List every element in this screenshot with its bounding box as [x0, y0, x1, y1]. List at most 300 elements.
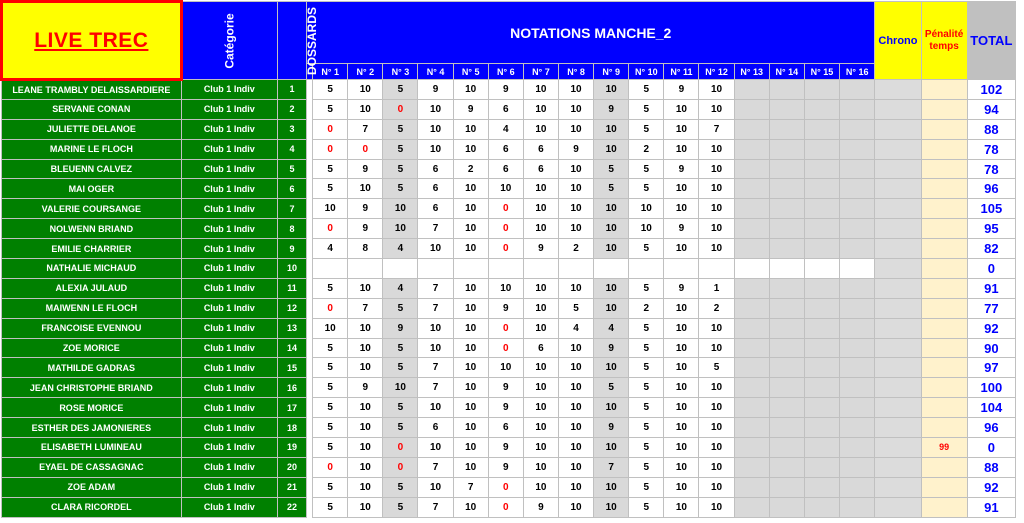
- score-cell: 9: [664, 159, 699, 179]
- score-cell: 9: [383, 318, 418, 338]
- chrono-cell: [875, 477, 921, 497]
- score-cell: [348, 259, 383, 279]
- score-cell: [769, 139, 804, 159]
- score-cell: [734, 139, 769, 159]
- chrono-cell: [875, 438, 921, 458]
- score-cell: 5: [383, 418, 418, 438]
- rider-dossard: 22: [278, 497, 307, 517]
- dossards-label: DOSSARDS: [305, 6, 320, 75]
- score-cell: 10: [664, 99, 699, 119]
- score-cell: 10: [348, 457, 383, 477]
- score-cell: 7: [418, 219, 453, 239]
- score-cell: [769, 219, 804, 239]
- rider-name: NATHALIE MICHAUD: [2, 259, 182, 279]
- score-cell: 10: [664, 119, 699, 139]
- chrono-cell: [875, 139, 921, 159]
- score-cell: 10: [699, 418, 734, 438]
- total-cell: 100: [967, 378, 1015, 398]
- table-row: [2, 318, 1016, 338]
- table-row: [2, 477, 1016, 497]
- score-cell: 10: [594, 298, 629, 318]
- score-cell: 10: [348, 318, 383, 338]
- score-cell: 7: [418, 457, 453, 477]
- score-cell: 10: [523, 278, 558, 298]
- score-cell: [769, 438, 804, 458]
- score-cell: 10: [594, 398, 629, 418]
- score-cell: 7: [418, 378, 453, 398]
- rider-name: VALERIE COURSANGE: [2, 199, 182, 219]
- score-cell: [734, 298, 769, 318]
- total-cell: 88: [967, 457, 1015, 477]
- total-cell: 95: [967, 219, 1015, 239]
- total-cell: 0: [967, 438, 1015, 458]
- score-cell: 0: [313, 219, 348, 239]
- score-cell: [804, 318, 839, 338]
- total-cell: 0: [967, 259, 1015, 279]
- score-cell: 10: [453, 378, 488, 398]
- rider-category: Club 1 Indiv: [181, 338, 277, 358]
- score-cell: 0: [313, 457, 348, 477]
- score-cell: [804, 338, 839, 358]
- score-cell: 6: [488, 139, 523, 159]
- rider-name: FRANCOISE EVENNOU: [2, 318, 182, 338]
- rider-category: Club 1 Indiv: [181, 278, 277, 298]
- score-cell: 9: [488, 398, 523, 418]
- score-cell: [804, 199, 839, 219]
- score-cell: 10: [594, 80, 629, 100]
- rider-category: Club 1 Indiv: [181, 418, 277, 438]
- score-cell: [313, 259, 348, 279]
- chrono-cell: [875, 259, 921, 279]
- score-cell: 5: [629, 418, 664, 438]
- score-cell: 10: [558, 199, 593, 219]
- score-cell: 10: [418, 398, 453, 418]
- score-cell: 10: [313, 199, 348, 219]
- score-cell: 4: [558, 318, 593, 338]
- score-cell: 9: [488, 378, 523, 398]
- table-row: [2, 159, 1016, 179]
- score-cell: 10: [558, 99, 593, 119]
- rider-category: Club 1 Indiv: [181, 139, 277, 159]
- score-cell: 10: [523, 318, 558, 338]
- penalite-cell: [921, 497, 967, 517]
- score-cell: [804, 259, 839, 279]
- chrono-cell: [875, 338, 921, 358]
- column-header-2: N° 2: [348, 64, 383, 80]
- score-cell: 6: [418, 159, 453, 179]
- rider-name: MARINE LE FLOCH: [2, 139, 182, 159]
- score-cell: [839, 438, 874, 458]
- score-cell: [734, 398, 769, 418]
- score-cell: [804, 99, 839, 119]
- rider-category: Club 1 Indiv: [181, 179, 277, 199]
- score-cell: 10: [594, 139, 629, 159]
- score-cell: 5: [313, 358, 348, 378]
- penalite-cell: 99: [921, 438, 967, 458]
- score-cell: 10: [558, 418, 593, 438]
- score-cell: 4: [594, 318, 629, 338]
- chrono-cell: [875, 80, 921, 100]
- table-row: [2, 378, 1016, 398]
- score-cell: 10: [699, 139, 734, 159]
- chrono-cell: [875, 398, 921, 418]
- score-cell: [734, 338, 769, 358]
- score-cell: [804, 497, 839, 517]
- score-cell: 5: [313, 278, 348, 298]
- score-cell: 10: [453, 318, 488, 338]
- score-cell: 10: [523, 398, 558, 418]
- penalite-cell: [921, 199, 967, 219]
- total-cell: 96: [967, 179, 1015, 199]
- score-cell: 10: [348, 358, 383, 378]
- score-cell: 6: [418, 199, 453, 219]
- chrono-cell: [875, 179, 921, 199]
- score-cell: 10: [453, 219, 488, 239]
- rider-dossard: 10: [278, 259, 307, 279]
- chrono-cell: [875, 119, 921, 139]
- table-row: [2, 80, 1016, 100]
- rider-dossard: 13: [278, 318, 307, 338]
- score-cell: 10: [629, 219, 664, 239]
- rider-name: ALEXIA JULAUD: [2, 278, 182, 298]
- score-cell: [769, 278, 804, 298]
- rider-category: Club 1 Indiv: [181, 477, 277, 497]
- rider-dossard: 6: [278, 179, 307, 199]
- penalite-cell: [921, 298, 967, 318]
- rider-dossard: 2: [278, 99, 307, 119]
- penalite-cell: [921, 338, 967, 358]
- score-cell: 10: [418, 139, 453, 159]
- total-cell: 105: [967, 199, 1015, 219]
- rider-category: Club 1 Indiv: [181, 119, 277, 139]
- score-cell: 10: [699, 199, 734, 219]
- score-cell: 5: [383, 477, 418, 497]
- score-cell: 9: [594, 418, 629, 438]
- notations-header: NOTATIONS MANCHE_2: [307, 2, 875, 64]
- table-row: [2, 278, 1016, 298]
- score-cell: [734, 438, 769, 458]
- score-cell: [839, 179, 874, 199]
- score-cell: [769, 418, 804, 438]
- column-header-6: N° 6: [488, 64, 523, 80]
- score-cell: 10: [699, 497, 734, 517]
- score-cell: 10: [558, 159, 593, 179]
- score-cell: 10: [664, 199, 699, 219]
- score-cell: [839, 497, 874, 517]
- score-cell: 10: [523, 298, 558, 318]
- penalite-header: Pénalité temps: [921, 2, 967, 80]
- score-cell: [734, 159, 769, 179]
- score-cell: 5: [699, 358, 734, 378]
- score-cell: [804, 298, 839, 318]
- penalite-cell: [921, 259, 967, 279]
- score-cell: [804, 80, 839, 100]
- score-cell: 10: [523, 219, 558, 239]
- total-cell: 92: [967, 477, 1015, 497]
- total-cell: 77: [967, 298, 1015, 318]
- score-cell: 8: [348, 239, 383, 259]
- rider-name: EMILIE CHARRIER: [2, 239, 182, 259]
- rider-name: MATHILDE GADRAS: [2, 358, 182, 378]
- chrono-cell: [875, 457, 921, 477]
- score-cell: 0: [383, 438, 418, 458]
- rider-dossard: 20: [278, 457, 307, 477]
- score-cell: [734, 318, 769, 338]
- score-cell: 6: [488, 99, 523, 119]
- score-cell: 5: [383, 358, 418, 378]
- score-cell: 10: [453, 418, 488, 438]
- score-cell: 5: [383, 139, 418, 159]
- score-cell: 7: [699, 119, 734, 139]
- rider-category: Club 1 Indiv: [181, 259, 277, 279]
- score-cell: [804, 239, 839, 259]
- score-cell: 7: [348, 119, 383, 139]
- score-cell: [804, 219, 839, 239]
- table-row: [2, 298, 1016, 318]
- rider-category: Club 1 Indiv: [181, 378, 277, 398]
- score-cell: 10: [664, 398, 699, 418]
- rider-name: SERVANE CONAN: [2, 99, 182, 119]
- score-cell: [769, 298, 804, 318]
- penalite-cell: [921, 80, 967, 100]
- score-cell: 5: [629, 179, 664, 199]
- score-cell: 9: [348, 159, 383, 179]
- score-cell: 6: [523, 338, 558, 358]
- score-cell: 4: [313, 239, 348, 259]
- score-cell: [804, 179, 839, 199]
- score-cell: 10: [418, 318, 453, 338]
- total-cell: 96: [967, 418, 1015, 438]
- score-cell: 10: [348, 80, 383, 100]
- score-cell: 10: [348, 398, 383, 418]
- score-cell: 10: [558, 438, 593, 458]
- score-cell: [839, 378, 874, 398]
- score-cell: 5: [313, 418, 348, 438]
- score-cell: 10: [594, 497, 629, 517]
- score-cell: [839, 139, 874, 159]
- table-row: [2, 457, 1016, 477]
- score-cell: [734, 80, 769, 100]
- score-cell: [769, 477, 804, 497]
- score-cell: 7: [348, 298, 383, 318]
- score-cell: 10: [453, 338, 488, 358]
- score-cell: [839, 219, 874, 239]
- rider-category: Club 1 Indiv: [181, 239, 277, 259]
- score-cell: 5: [383, 119, 418, 139]
- column-header-1: N° 1: [313, 64, 348, 80]
- score-cell: 5: [629, 378, 664, 398]
- score-cell: 10: [558, 80, 593, 100]
- total-header: TOTAL: [967, 2, 1015, 80]
- score-cell: 9: [348, 199, 383, 219]
- score-cell: 6: [418, 179, 453, 199]
- rider-name: ESTHER DES JAMONIERES: [2, 418, 182, 438]
- total-cell: 90: [967, 338, 1015, 358]
- rider-name: JEAN CHRISTOPHE BRIAND: [2, 378, 182, 398]
- score-cell: [769, 99, 804, 119]
- score-cell: 10: [383, 199, 418, 219]
- rider-dossard: 3: [278, 119, 307, 139]
- score-cell: 10: [523, 477, 558, 497]
- score-cell: 10: [558, 179, 593, 199]
- score-cell: 5: [383, 497, 418, 517]
- score-cell: 10: [453, 239, 488, 259]
- score-cell: 5: [629, 398, 664, 418]
- score-cell: 10: [453, 199, 488, 219]
- score-cell: 9: [523, 239, 558, 259]
- table-row: [2, 119, 1016, 139]
- total-cell: 91: [967, 497, 1015, 517]
- score-cell: 10: [453, 457, 488, 477]
- penalite-cell: [921, 378, 967, 398]
- score-cell: 10: [594, 358, 629, 378]
- chrono-cell: [875, 159, 921, 179]
- score-cell: [804, 438, 839, 458]
- rider-category: Club 1 Indiv: [181, 159, 277, 179]
- score-cell: 9: [348, 378, 383, 398]
- score-cell: 5: [383, 159, 418, 179]
- score-cell: 5: [383, 80, 418, 100]
- score-cell: [699, 259, 734, 279]
- score-cell: 10: [488, 278, 523, 298]
- penalite-cell: [921, 318, 967, 338]
- penalite-cell: [921, 99, 967, 119]
- score-cell: 6: [523, 139, 558, 159]
- column-header-4: N° 4: [418, 64, 453, 80]
- score-cell: 10: [418, 477, 453, 497]
- score-cell: 10: [348, 497, 383, 517]
- score-cell: [734, 477, 769, 497]
- score-cell: 10: [664, 298, 699, 318]
- page-title: LIVE TREC: [34, 28, 149, 52]
- penalite-cell: [921, 418, 967, 438]
- score-cell: [734, 378, 769, 398]
- score-cell: 9: [488, 298, 523, 318]
- score-cell: 0: [383, 99, 418, 119]
- score-cell: 10: [383, 378, 418, 398]
- score-cell: 10: [453, 119, 488, 139]
- score-cell: 10: [453, 358, 488, 378]
- score-cell: [734, 259, 769, 279]
- score-cell: 5: [313, 159, 348, 179]
- score-cell: 9: [488, 438, 523, 458]
- score-cell: 10: [523, 99, 558, 119]
- penalite-cell: [921, 119, 967, 139]
- rider-category: Club 1 Indiv: [181, 318, 277, 338]
- rider-name: NOLWENN BRIAND: [2, 219, 182, 239]
- rider-dossard: 21: [278, 477, 307, 497]
- total-cell: 104: [967, 398, 1015, 418]
- score-cell: [523, 259, 558, 279]
- score-cell: 5: [313, 378, 348, 398]
- rider-dossard: 11: [278, 278, 307, 298]
- score-cell: 10: [699, 378, 734, 398]
- score-cell: [839, 358, 874, 378]
- total-cell: 88: [967, 119, 1015, 139]
- score-cell: [734, 457, 769, 477]
- score-cell: 0: [488, 199, 523, 219]
- total-cell: 82: [967, 239, 1015, 259]
- rider-category: Club 1 Indiv: [181, 457, 277, 477]
- score-cell: 10: [594, 477, 629, 497]
- score-cell: [804, 119, 839, 139]
- score-cell: 5: [313, 438, 348, 458]
- score-cell: 10: [348, 278, 383, 298]
- score-cell: 0: [348, 139, 383, 159]
- column-header-11: N° 11: [664, 64, 699, 80]
- score-cell: 10: [558, 457, 593, 477]
- rider-category: Club 1 Indiv: [181, 497, 277, 517]
- score-cell: 10: [558, 378, 593, 398]
- score-cell: 5: [383, 298, 418, 318]
- score-cell: 10: [699, 438, 734, 458]
- score-cell: 10: [348, 477, 383, 497]
- score-cell: 10: [699, 239, 734, 259]
- score-cell: 10: [418, 438, 453, 458]
- score-cell: [804, 398, 839, 418]
- score-cell: 0: [488, 219, 523, 239]
- score-cell: 4: [383, 278, 418, 298]
- rider-dossard: 12: [278, 298, 307, 318]
- rider-dossard: 1: [278, 80, 307, 100]
- rider-name: JULIETTE DELANOE: [2, 119, 182, 139]
- score-cell: 10: [558, 278, 593, 298]
- score-cell: 10: [594, 239, 629, 259]
- score-cell: [769, 259, 804, 279]
- score-cell: 7: [418, 497, 453, 517]
- score-cell: 10: [523, 199, 558, 219]
- rider-category: Club 1 Indiv: [181, 80, 277, 100]
- penalite-cell: [921, 477, 967, 497]
- score-cell: 10: [664, 418, 699, 438]
- score-cell: 1: [699, 278, 734, 298]
- score-cell: 9: [523, 497, 558, 517]
- score-cell: [734, 219, 769, 239]
- title-cell: [2, 2, 182, 80]
- score-cell: [804, 358, 839, 378]
- score-cell: 9: [558, 139, 593, 159]
- score-cell: [453, 259, 488, 279]
- score-cell: 10: [699, 398, 734, 418]
- score-cell: [594, 259, 629, 279]
- score-cell: 10: [313, 318, 348, 338]
- chrono-cell: [875, 378, 921, 398]
- score-cell: [839, 239, 874, 259]
- score-cell: [769, 378, 804, 398]
- rider-dossard: 17: [278, 398, 307, 418]
- table-row: [2, 338, 1016, 358]
- column-header-5: N° 5: [453, 64, 488, 80]
- score-cell: 10: [488, 179, 523, 199]
- chrono-cell: [875, 497, 921, 517]
- score-cell: 9: [664, 278, 699, 298]
- score-cell: 10: [523, 358, 558, 378]
- score-cell: 5: [629, 338, 664, 358]
- score-cell: [769, 497, 804, 517]
- score-cell: 10: [558, 219, 593, 239]
- results-body: [2, 80, 1016, 518]
- table-row: [2, 99, 1016, 119]
- score-cell: 9: [453, 99, 488, 119]
- penalite-cell: [921, 278, 967, 298]
- chrono-header: Chrono: [875, 2, 921, 80]
- total-cell: 97: [967, 358, 1015, 378]
- score-cell: 2: [558, 239, 593, 259]
- rider-dossard: 5: [278, 159, 307, 179]
- chrono-cell: [875, 199, 921, 219]
- table-row: [2, 497, 1016, 517]
- score-cell: 6: [523, 159, 558, 179]
